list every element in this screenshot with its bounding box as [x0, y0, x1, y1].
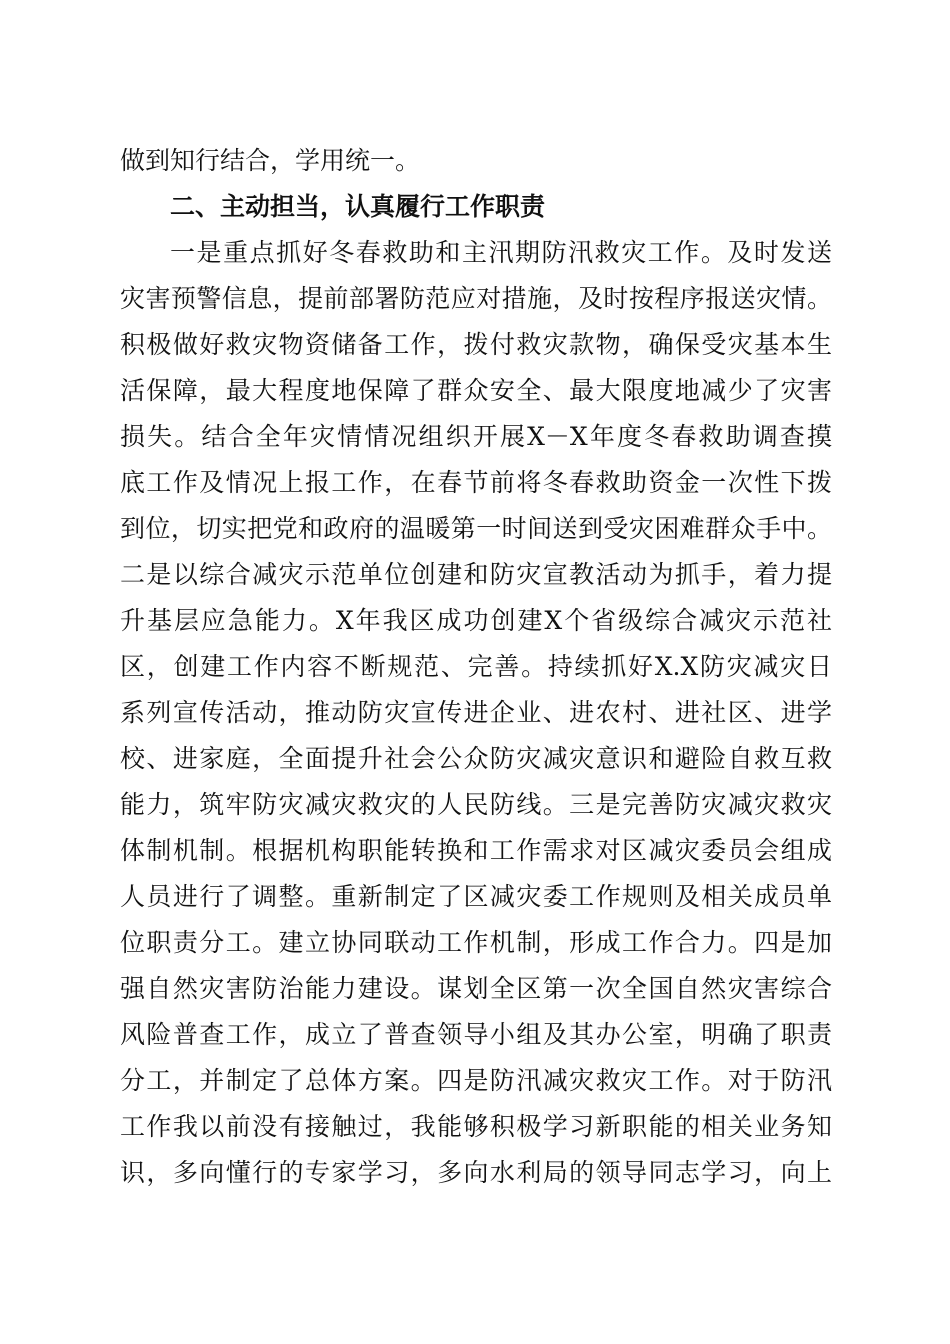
paragraph-line: 工作我以前没有接触过，我能够积极学习新职能的相关业务知 — [120, 1112, 832, 1141]
paragraph-line: 一是重点抓好冬春救助和主汛期防汛救灾工作。及时发送 — [170, 238, 832, 267]
paragraph-line: 底工作及情况上报工作，在春节前将冬春救助资金一次性下拨 — [120, 468, 832, 497]
paragraph-line: 能力，筑牢防灾减灾救灾的人民防线。三是完善防灾减灾救灾 — [120, 790, 832, 819]
paragraph-line: 区，创建工作内容不断规范、完善。持续抓好X.X防灾减灾日 — [120, 652, 832, 681]
paragraph-line: 校、进家庭，全面提升社会公众防灾减灾意识和避险自救互救 — [120, 744, 832, 773]
paragraph-line: 体制机制。根据机构职能转换和工作需求对区减灾委员会组成 — [120, 836, 832, 865]
paragraph-line: 活保障，最大程度地保障了群众安全、最大限度地减少了灾害 — [120, 376, 832, 405]
paragraph-line: 到位，切实把党和政府的温暖第一时间送到受灾困难群众手中。 — [120, 514, 832, 543]
paragraph-line: 做到知行结合，学用统一。 — [120, 146, 421, 175]
section-heading: 二、主动担当，认真履行工作职责 — [170, 192, 546, 221]
paragraph-line: 风险普查工作，成立了普查领导小组及其办公室，明确了职责 — [120, 1020, 832, 1049]
paragraph-line: 升基层应急能力。X年我区成功创建X个省级综合减灾示范社 — [120, 606, 832, 635]
paragraph-line: 强自然灾害防治能力建设。谋划全区第一次全国自然灾害综合 — [120, 974, 832, 1003]
paragraph-line: 识，多向懂行的专家学习，多向水利局的领导同志学习，向上 — [120, 1158, 832, 1187]
paragraph-line: 分工，并制定了总体方案。四是防汛减灾救灾工作。对于防汛 — [120, 1066, 832, 1095]
paragraph-line: 损失。结合全年灾情情况组织开展X－X年度冬春救助调查摸 — [120, 422, 832, 451]
paragraph-line: 积极做好救灾物资储备工作，拨付救灾款物，确保受灾基本生 — [120, 330, 832, 359]
paragraph-line: 灾害预警信息，提前部署防范应对措施，及时按程序报送灾情。 — [120, 284, 832, 313]
paragraph-line: 人员进行了调整。重新制定了区减灾委工作规则及相关成员单 — [120, 882, 832, 911]
paragraph-line: 二是以综合减灾示范单位创建和防灾宣教活动为抓手，着力提 — [120, 560, 832, 589]
paragraph-line: 位职责分工。建立协同联动工作机制，形成工作合力。四是加 — [120, 928, 832, 957]
paragraph-line: 系列宣传活动，推动防灾宣传进企业、进农村、进社区、进学 — [120, 698, 832, 727]
